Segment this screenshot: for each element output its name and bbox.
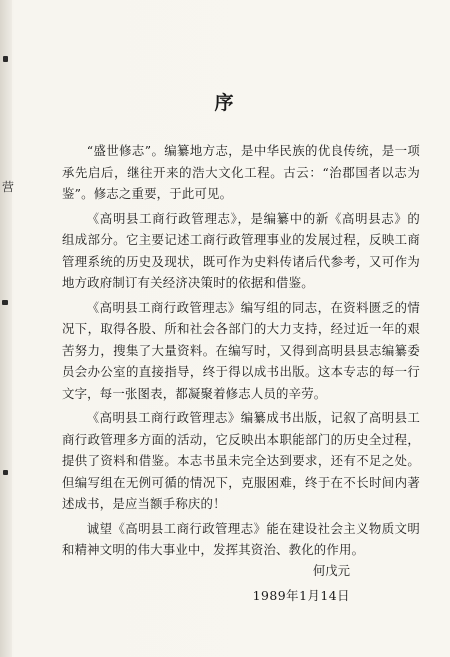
ink-spot [3, 56, 8, 62]
ink-spot [2, 300, 8, 305]
paragraph: 《高明县工商行政管理志》编纂成书出版，记叙了高明县工商行政管理多方面的活动，它反映出本职能部门的历史全过程，提供了资料和借鉴。本志书虽未完全达到要求，还有不足之处。但编写组在无例可循的情况下，克服困难，终于在不长时间内著述成书，是应当额手称庆的！ [62, 410, 420, 511]
margin-mark: 营 [2, 180, 15, 194]
preface-body [62, 140, 420, 564]
signature-date: 1989年1月14日 [252, 588, 350, 603]
paragraph: 《高明县工商行政管理志》，是编纂中的新《高明县志》的组成部分。它主要记述工商行政管理事业的发展过程，反映工商管理系统的历史及现状，既可作为史料传诸后代参考，又可作为地方政府制订有关经济决策时的依据和借鉴。 [62, 210, 420, 290]
author-signature: 何戊元 [312, 563, 350, 578]
ink-spot [3, 470, 8, 475]
paragraph: 《高明县工商行政管理志》编写组的同志，在资料匮乏的情况下，取得各股、所和社会各部门的大力支持，经过近一年的艰苦努力，搜集了大量资料。在编写时，又得到高明县县志编纂委员会办公室的直接指导，终于得以成书出版。这本专志的每一行文字，每一张图表，都凝聚着修志人员的辛劳。 [62, 299, 420, 401]
paragraph: 诚望《高明县工商行政管理志》能在建设社会主义物质文明和精神文明的伟大事业中，发挥其资治、教化的作用。 [62, 520, 420, 557]
page-title: 序 [214, 92, 236, 114]
paragraph: “盛世修志”。编纂地方志，是中华民族的优良传统，是一项承先启后，继往开来的浩大文化工程。古云：“治郡国者以志为鉴”。修志之重要，于此可见。 [62, 143, 420, 201]
